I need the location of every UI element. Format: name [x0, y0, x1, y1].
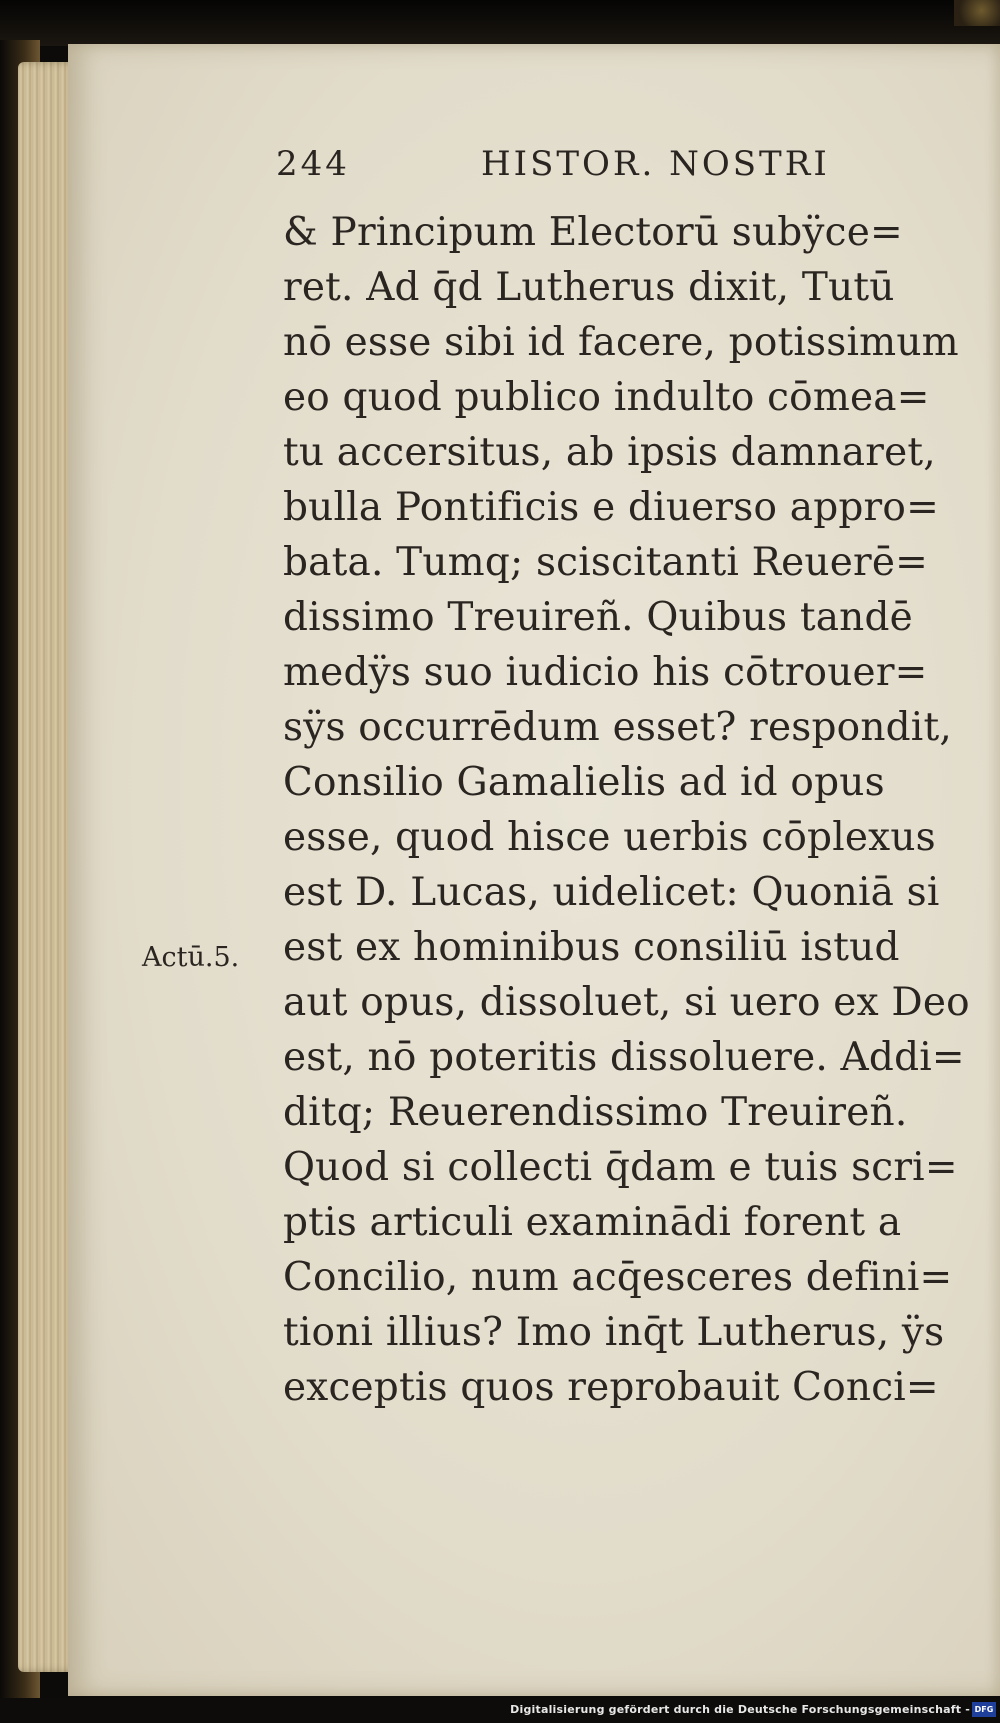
text-line: tioni illius? Imo inq̄t Lutherus, ÿs	[283, 1310, 945, 1355]
text-line: tu accersitus, ab ipsis damnaret,	[283, 430, 936, 475]
text-line: bata. Tumq; sciscitanti Reuerē=	[283, 540, 929, 585]
text-line: est, nō poteritis dissoluere. Addi=	[283, 1035, 965, 1080]
text-line: nō esse sibi id facere, potissimum	[283, 320, 959, 365]
text-line: ditq; Reuerendissimo Treuireñ.	[283, 1090, 908, 1135]
text-line: sÿs occurrēdum esset? respondit,	[283, 705, 952, 750]
text-line: medÿs suo iudicio his cōtrouer=	[283, 650, 928, 695]
text-line: esse, quod hisce uerbis cōplexus	[283, 815, 936, 860]
text-line: Consilio Gamalielis ad id opus	[283, 760, 885, 805]
text-line: eo quod publico indulto cōmea=	[283, 375, 930, 420]
text-line: Quod si collecti q̄dam e tuis scri=	[283, 1145, 958, 1190]
text-line: est D. Lucas, uidelicet: Quoniā si	[283, 870, 940, 915]
page-header	[276, 142, 926, 186]
text-line: exceptis quos reprobauit Conci=	[283, 1365, 939, 1410]
dfg-logo: DFG	[972, 1702, 996, 1717]
running-title: HISTOR. NOSTRI	[481, 144, 830, 184]
text-line: Concilio, num acq̄esceres defini=	[283, 1255, 953, 1300]
text-line: est ex hominibus consiliū istud	[283, 925, 900, 970]
digitization-credit: Digitalisierung gefördert durch die Deutsche Forschungsgemeinschaft -	[510, 1703, 970, 1716]
text-line: ptis articuli examinādi forent a	[283, 1200, 902, 1245]
text-line: aut opus, dissoluet, si uero ex Deo	[283, 980, 970, 1025]
page-number: 244	[276, 144, 350, 184]
text-line: & Principum Electorū subÿce=	[283, 210, 903, 255]
text-line: bulla Pontificis e diuerso appro=	[283, 485, 939, 530]
text-line: dissimo Treuireñ. Quibus tandē	[283, 595, 913, 640]
text-line: ret. Ad q̄d Lutherus dixit, Tutū	[283, 265, 895, 310]
marginal-reference: Actū.5.	[142, 942, 240, 973]
